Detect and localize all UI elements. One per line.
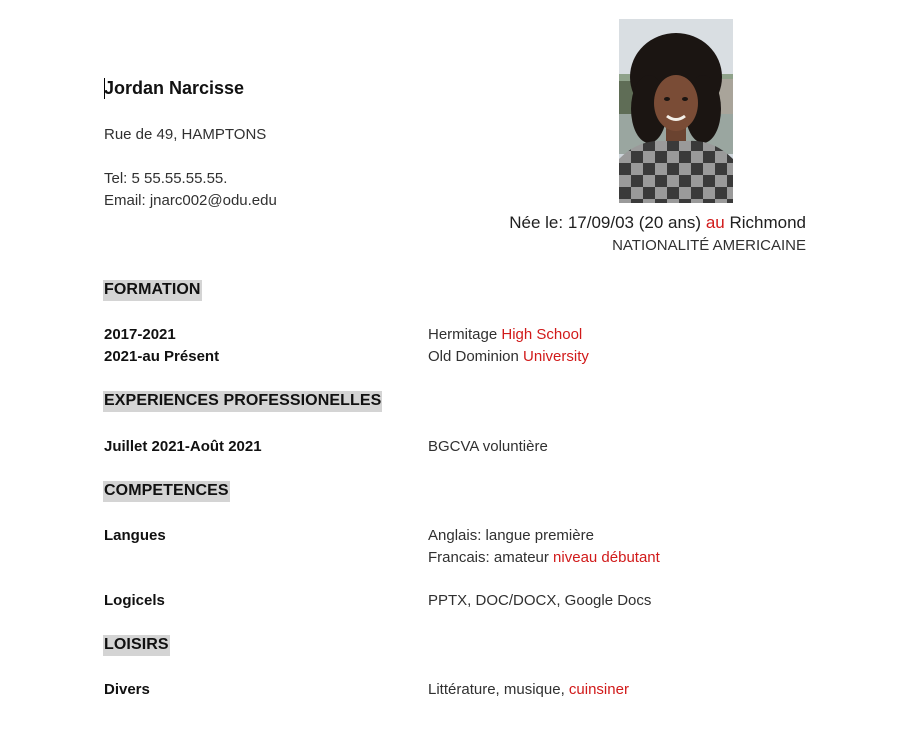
formation-dates-2[interactable]: 2021-au Présent — [104, 348, 220, 365]
formation-school-1-name: Hermitage — [428, 326, 502, 343]
langue-2-level: niveau débutant — [553, 549, 660, 566]
divers-label[interactable]: Divers — [104, 681, 150, 698]
candidate-name[interactable]: Jordan Narcisse — [104, 78, 245, 98]
experience-desc-1[interactable]: BGCVA voluntière — [428, 438, 548, 455]
section-loisirs-title[interactable]: LOISIRS — [103, 635, 170, 656]
formation-school-1[interactable] — [428, 326, 582, 343]
nationality[interactable]: NATIONALITÉ AMERICAINE — [612, 237, 806, 254]
langues-label[interactable]: Langues — [104, 527, 166, 544]
formation-school-2[interactable] — [428, 348, 589, 365]
langue-2-text: Francais: amateur — [428, 549, 554, 566]
section-experiences-title[interactable]: EXPERIENCES PROFESSIONELLES — [103, 391, 382, 412]
logiciels-label[interactable]: Logicels — [104, 592, 165, 609]
langue-2[interactable] — [428, 549, 660, 566]
formation-school-2-name: Old Dominion — [428, 348, 524, 365]
logiciels-list[interactable]: PPTX, DOC/DOCX, Google Docs — [428, 592, 652, 609]
divers-text: Littérature, musique, — [428, 681, 569, 698]
birth-city: Richmond — [724, 213, 806, 232]
email-line[interactable]: Email: jnarc002@odu.edu — [104, 192, 277, 209]
section-formation-title[interactable]: FORMATION — [103, 280, 202, 301]
profile-photo-icon — [619, 19, 733, 203]
experience-dates-1[interactable]: Juillet 2021-Août 2021 — [104, 438, 262, 455]
profile-photo[interactable] — [619, 19, 733, 203]
section-competences-title[interactable]: COMPETENCES — [103, 481, 230, 502]
birth-date: Née le: 17/09/03 (20 ans) — [509, 213, 706, 232]
divers-list[interactable] — [428, 681, 629, 698]
phone-line[interactable]: Tel: 5 55.55.55.55. — [104, 170, 228, 187]
formation-school-2-type: University — [523, 348, 589, 365]
langue-1[interactable]: Anglais: langue première — [428, 527, 594, 544]
address-line[interactable]: Rue de 49, HAMPTONS — [104, 126, 267, 143]
formation-dates-1[interactable]: 2017-2021 — [104, 326, 176, 343]
divers-red: cuinsiner — [568, 681, 629, 698]
birth-au: au — [705, 213, 725, 232]
birth-info[interactable] — [509, 213, 806, 233]
formation-school-1-type: High School — [501, 326, 583, 343]
